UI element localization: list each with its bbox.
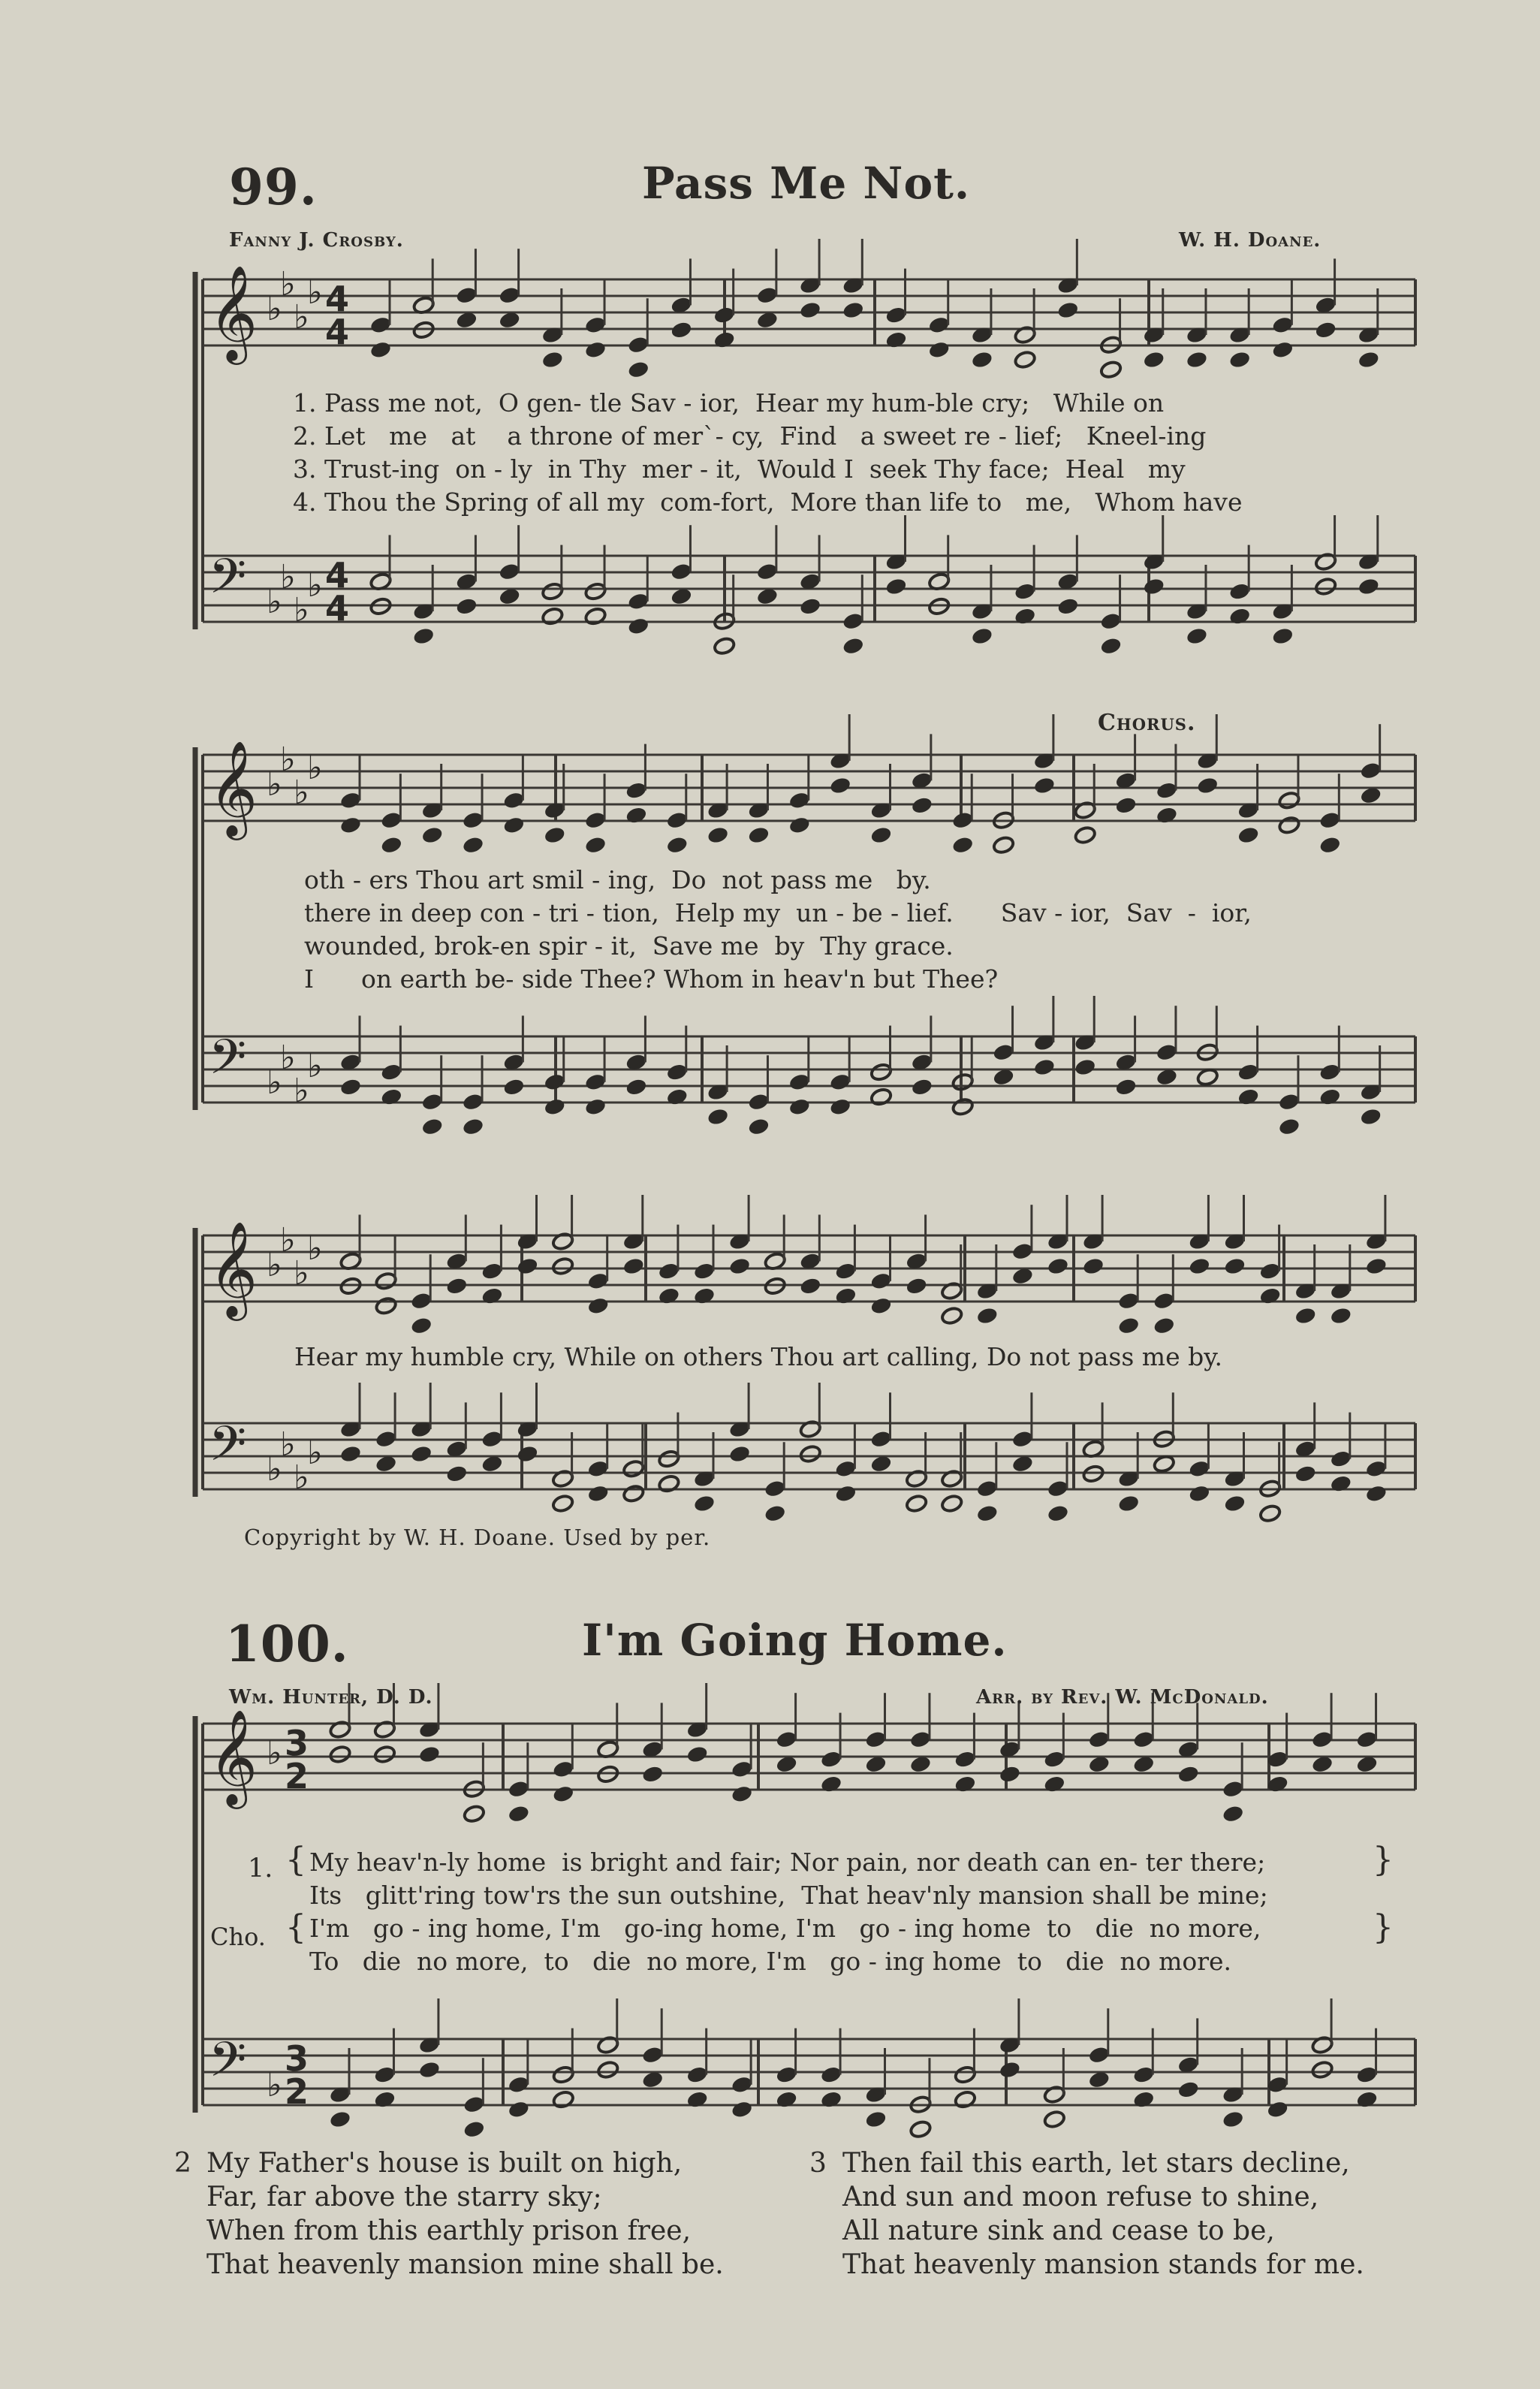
flat-icon: ♭ bbox=[307, 1434, 323, 1472]
note-head bbox=[911, 1077, 934, 1096]
note-head bbox=[1047, 1256, 1070, 1276]
note-head bbox=[951, 1097, 975, 1117]
note-head bbox=[713, 636, 736, 656]
note-head bbox=[1117, 1494, 1141, 1513]
hymn-number: 99. bbox=[229, 158, 318, 216]
flat-icon: ♭ bbox=[280, 741, 296, 779]
note-head bbox=[693, 1494, 716, 1513]
note-head bbox=[1074, 825, 1097, 845]
note-head bbox=[1271, 626, 1294, 646]
flat-icon: ♭ bbox=[280, 1425, 296, 1464]
note-head bbox=[1330, 1474, 1353, 1494]
note-head bbox=[1314, 577, 1337, 596]
note-head bbox=[622, 1484, 646, 1504]
note-head bbox=[1222, 1804, 1245, 1823]
note-head bbox=[829, 1097, 852, 1117]
note-head bbox=[885, 330, 908, 350]
time-signature: 4 bbox=[325, 312, 350, 352]
note-head bbox=[1365, 1256, 1388, 1276]
note-head bbox=[842, 300, 865, 320]
note-head bbox=[1132, 2090, 1156, 2110]
stanza-line: Far, far above the starry sky; bbox=[206, 2182, 602, 2213]
note-head bbox=[954, 1775, 977, 1794]
note-head bbox=[1082, 1256, 1105, 1276]
verse-number: 1. bbox=[248, 1854, 273, 1884]
note-head bbox=[552, 2090, 575, 2110]
stanza-line: When from this earthly prison free, bbox=[206, 2216, 692, 2246]
note-head bbox=[1033, 1057, 1056, 1077]
stanza-line: All nature sink and cease to be, bbox=[842, 2216, 1275, 2246]
note-head bbox=[1278, 816, 1301, 835]
treble-clef-icon: 𝄞 bbox=[209, 264, 258, 360]
note-head bbox=[869, 1087, 893, 1107]
flat-icon: ♭ bbox=[294, 298, 309, 336]
note-head bbox=[1153, 1316, 1176, 1335]
note-head bbox=[1014, 607, 1037, 626]
bass-clef-icon: 𝄢 bbox=[209, 549, 247, 617]
stanza-line: That heavenly mansion stands for me. bbox=[842, 2249, 1364, 2280]
note-head bbox=[834, 1287, 857, 1306]
note-head bbox=[869, 1296, 893, 1316]
note-head bbox=[410, 1444, 433, 1464]
note-head bbox=[1099, 360, 1123, 379]
stanza-line: That heavenly mansion mine shall be. bbox=[206, 2249, 724, 2280]
note-head bbox=[625, 806, 648, 825]
note-head bbox=[1156, 806, 1179, 825]
note-head bbox=[905, 1494, 928, 1513]
note-head bbox=[410, 1316, 433, 1335]
note-head bbox=[842, 636, 865, 656]
lyric-line: To die no more, to die no more, I'm go - ing home to die no more. bbox=[309, 1947, 1232, 1976]
time-signature: 3 bbox=[285, 1723, 309, 1763]
note-head bbox=[1223, 1256, 1246, 1276]
time-signature: 2 bbox=[285, 1756, 309, 1796]
note-head bbox=[551, 1494, 574, 1513]
note-head bbox=[543, 825, 566, 845]
note-head bbox=[516, 1444, 539, 1464]
flat-icon: ♭ bbox=[267, 1734, 282, 1772]
hymn-title: Pass Me Not. bbox=[642, 158, 971, 209]
note-head bbox=[1294, 1306, 1317, 1326]
note-head bbox=[502, 1077, 526, 1096]
note-head bbox=[728, 1256, 752, 1276]
note-head bbox=[658, 1474, 681, 1494]
verse-lyrics bbox=[304, 864, 1252, 996]
note-head bbox=[999, 1764, 1022, 1784]
note-head bbox=[1318, 835, 1342, 855]
treble-clef-icon: 𝄞 bbox=[209, 1220, 258, 1317]
note-head bbox=[775, 2090, 798, 2110]
verse-lyrics bbox=[309, 1846, 1268, 1978]
note-head bbox=[747, 825, 770, 845]
note-head bbox=[927, 340, 951, 360]
note-head bbox=[799, 1444, 822, 1464]
note-head bbox=[625, 1077, 648, 1096]
note-head bbox=[788, 816, 812, 835]
note-head bbox=[584, 1097, 607, 1117]
note-head bbox=[373, 1745, 396, 1764]
note-head bbox=[463, 1804, 486, 1823]
note-head bbox=[418, 2060, 442, 2080]
note-head bbox=[1223, 1494, 1246, 1513]
note-head bbox=[864, 2110, 888, 2129]
flat-icon: ♭ bbox=[294, 1072, 309, 1110]
note-head bbox=[1047, 1504, 1070, 1523]
time-signature: 4 bbox=[325, 555, 350, 596]
note-head bbox=[1294, 1464, 1317, 1483]
flat-icon: ♭ bbox=[294, 1458, 309, 1497]
note-head bbox=[508, 2100, 531, 2119]
note-head bbox=[1186, 626, 1209, 646]
copyright-notice: Copyright by W. H. Doane. Used by per. bbox=[244, 1525, 711, 1550]
note-head bbox=[1188, 1484, 1211, 1504]
flat-icon: ♭ bbox=[280, 265, 296, 303]
lyric-line: oth - ers Thou art smil - ing, Do not pass me by. bbox=[304, 865, 931, 894]
note-head bbox=[445, 1464, 469, 1483]
note-head bbox=[375, 1296, 398, 1316]
time-signature: 4 bbox=[325, 588, 350, 629]
note-head bbox=[445, 1276, 469, 1296]
note-head bbox=[971, 350, 994, 370]
hymn-author: Wm. Hunter, D. D. bbox=[229, 1686, 433, 1709]
lyric-line: 1. Pass me not, O gen- tle Sav - ior, Hear my hum-ble cry; While on bbox=[293, 388, 1165, 418]
note-head bbox=[731, 1784, 754, 1804]
note-head bbox=[799, 1276, 822, 1296]
bass-clef-icon: 𝄢 bbox=[209, 1416, 247, 1484]
note-head bbox=[788, 1097, 812, 1117]
note-head bbox=[1188, 1256, 1211, 1276]
note-head bbox=[1177, 1764, 1200, 1784]
note-head bbox=[543, 1097, 566, 1117]
note-head bbox=[951, 835, 975, 855]
note-head bbox=[707, 825, 730, 845]
flat-icon: ♭ bbox=[307, 1229, 323, 1268]
flat-icon: ♭ bbox=[307, 273, 323, 312]
note-head bbox=[1196, 776, 1219, 795]
verse-lyrics bbox=[293, 387, 1242, 519]
note-head bbox=[940, 1306, 963, 1326]
note-head bbox=[829, 776, 852, 795]
note-head bbox=[693, 1287, 716, 1306]
note-head bbox=[462, 835, 485, 855]
note-head bbox=[747, 1117, 770, 1136]
time-signature: 2 bbox=[285, 2071, 309, 2112]
note-head bbox=[905, 1276, 928, 1296]
note-head bbox=[885, 577, 908, 596]
note-head bbox=[369, 340, 393, 360]
flat-icon: ♭ bbox=[267, 1063, 282, 1102]
note-head bbox=[1033, 776, 1056, 795]
treble-clef-icon: 𝄞 bbox=[209, 740, 258, 836]
note-head bbox=[380, 835, 403, 855]
note-head bbox=[909, 2119, 933, 2139]
lyric-line: My heav'n-ly home is bright and fair; Nor pain, nor death can en- ter there; bbox=[309, 1848, 1266, 1877]
flat-icon: ♭ bbox=[280, 1221, 296, 1259]
note-head bbox=[1258, 1287, 1282, 1306]
note-head bbox=[508, 1804, 531, 1823]
flat-icon: ♭ bbox=[267, 765, 282, 804]
chorus-label: Cho. bbox=[210, 1923, 266, 1951]
note-head bbox=[463, 2119, 486, 2139]
note-head bbox=[834, 1484, 857, 1504]
flat-icon: ♭ bbox=[294, 1254, 309, 1293]
note-head bbox=[586, 1296, 610, 1316]
time-signature: 3 bbox=[285, 2038, 309, 2079]
stanza-line: My Father's house is built on high, bbox=[206, 2148, 683, 2179]
note-head bbox=[420, 1117, 444, 1136]
note-head bbox=[541, 607, 565, 626]
note-head bbox=[584, 835, 607, 855]
flat-icon: ♭ bbox=[267, 1246, 282, 1284]
note-head bbox=[670, 320, 693, 339]
note-head bbox=[1271, 340, 1294, 360]
time-signature: 4 bbox=[325, 279, 350, 319]
note-head bbox=[976, 1504, 999, 1523]
note-head bbox=[728, 1444, 752, 1464]
chorus-lyrics: Hear my humble cry, While on others Thou art calling, Do not pass me by. bbox=[294, 1342, 1222, 1371]
note-head bbox=[869, 825, 893, 845]
note-head bbox=[1114, 795, 1138, 815]
lyric-line: Its glitt'ring tow'rs the sun outshine, That heav'nly mansion shall be mine; bbox=[309, 1881, 1268, 1910]
note-head bbox=[799, 596, 822, 616]
note-head bbox=[665, 835, 689, 855]
note-head bbox=[1355, 2090, 1379, 2110]
flat-icon: ♭ bbox=[267, 583, 282, 621]
note-head bbox=[418, 1745, 442, 1764]
flat-icon: ♭ bbox=[294, 774, 309, 812]
note-head bbox=[1186, 350, 1209, 370]
note-head bbox=[731, 2100, 754, 2119]
brace-right: } bbox=[1373, 1841, 1394, 1879]
brace-left: { bbox=[285, 1908, 306, 1947]
lyric-line: 4. Thou the Spring of all my com-fort, More than life to me, Whom have bbox=[293, 487, 1243, 517]
lyric-line: 2. Let me at a throne of mer`- cy, Find a sweet re - lief; Kneel-ing bbox=[293, 421, 1207, 451]
note-head bbox=[586, 1484, 610, 1504]
note-head bbox=[541, 350, 565, 370]
bass-clef-icon: 𝄢 bbox=[209, 2032, 247, 2100]
note-head bbox=[713, 330, 736, 350]
brace-left: { bbox=[285, 1841, 306, 1879]
note-head bbox=[1318, 1087, 1342, 1107]
note-head bbox=[1330, 1306, 1353, 1326]
note-head bbox=[502, 816, 526, 835]
stanza-number: 2 bbox=[174, 2148, 191, 2179]
note-head bbox=[1114, 1077, 1138, 1096]
note-head bbox=[1278, 1117, 1301, 1136]
lyric-line: wounded, brok-en spir - it, Save me by Thy grace. bbox=[304, 931, 954, 961]
note-head bbox=[820, 1775, 843, 1794]
note-head bbox=[976, 1306, 999, 1326]
stanza-number: 3 bbox=[809, 2148, 827, 2179]
note-head bbox=[1228, 607, 1252, 626]
note-head bbox=[686, 1745, 709, 1764]
flat-icon: ♭ bbox=[307, 566, 323, 605]
note-head bbox=[1117, 1316, 1141, 1335]
note-head bbox=[940, 1494, 963, 1513]
note-head bbox=[1056, 300, 1080, 320]
note-head bbox=[481, 1287, 504, 1306]
flat-icon: ♭ bbox=[307, 1047, 323, 1085]
flat-icon: ♭ bbox=[267, 2066, 282, 2104]
lyric-line: I on earth be- side Thee? Whom in heav'n but Thee? bbox=[304, 964, 999, 994]
note-head bbox=[596, 2060, 619, 2080]
note-head bbox=[911, 795, 934, 815]
note-head bbox=[799, 300, 822, 320]
note-head bbox=[1365, 1484, 1388, 1504]
note-head bbox=[1043, 2110, 1066, 2129]
note-head bbox=[412, 626, 435, 646]
note-head bbox=[627, 360, 650, 379]
note-head bbox=[665, 1087, 689, 1107]
bass-clef-icon: 𝄢 bbox=[209, 1030, 247, 1097]
note-head bbox=[1357, 577, 1380, 596]
note-head bbox=[1258, 1504, 1282, 1523]
flat-icon: ♭ bbox=[280, 1039, 296, 1077]
note-head bbox=[339, 816, 363, 835]
note-head bbox=[1074, 1057, 1097, 1077]
note-head bbox=[584, 607, 607, 626]
note-head bbox=[1237, 825, 1260, 845]
note-head bbox=[1359, 1107, 1382, 1127]
chorus-label: Chorus. bbox=[1098, 710, 1196, 736]
note-head bbox=[420, 825, 444, 845]
note-head bbox=[1314, 320, 1337, 339]
flat-icon: ♭ bbox=[267, 1450, 282, 1489]
flat-icon: ♭ bbox=[307, 749, 323, 787]
lyric-line: there in deep con - tri - tion, Help my un - be - lief. Sav - ior, Sav - ior, bbox=[304, 898, 1252, 928]
flat-icon: ♭ bbox=[294, 591, 309, 629]
flat-icon: ♭ bbox=[280, 558, 296, 596]
note-head bbox=[1222, 2110, 1245, 2129]
note-head bbox=[971, 626, 994, 646]
note-head bbox=[641, 1764, 665, 1784]
note-head bbox=[1357, 350, 1380, 370]
stanza bbox=[842, 2146, 1364, 2282]
note-head bbox=[658, 1287, 681, 1306]
lyric-line: 3. Trust-ing on - ly in Thy mer - it, Would I seek Thy face; Heal my bbox=[293, 454, 1186, 484]
note-head bbox=[329, 1745, 352, 1764]
hymn-title: I'm Going Home. bbox=[582, 1615, 1008, 1666]
note-head bbox=[516, 1256, 539, 1276]
note-head bbox=[1142, 577, 1165, 596]
note-head bbox=[1228, 350, 1252, 370]
note-head bbox=[1099, 636, 1123, 656]
note-head bbox=[584, 340, 607, 360]
note-head bbox=[339, 1444, 363, 1464]
note-head bbox=[329, 2110, 352, 2129]
note-head bbox=[820, 2090, 843, 2110]
note-head bbox=[552, 1784, 575, 1804]
hymn-arranger: Arr. by Rev. W. McDonald. bbox=[976, 1686, 1269, 1709]
brace-right: } bbox=[1373, 1908, 1394, 1947]
note-head bbox=[380, 1087, 403, 1107]
note-head bbox=[707, 1107, 730, 1127]
note-head bbox=[1014, 350, 1037, 370]
note-head bbox=[1177, 2080, 1200, 2099]
note-head bbox=[954, 2090, 977, 2110]
note-head bbox=[992, 835, 1015, 855]
note-head bbox=[1311, 2060, 1334, 2080]
lyric-line: I'm go - ing home, I'm go-ing home, I'm go - ing home to die no more, bbox=[309, 1914, 1261, 1943]
hymn-number: 100. bbox=[225, 1615, 349, 1673]
note-head bbox=[1043, 1775, 1066, 1794]
note-head bbox=[999, 2060, 1022, 2080]
note-head bbox=[1142, 350, 1165, 370]
hymn-composer: W. H. Doane. bbox=[1179, 229, 1322, 252]
stanza bbox=[206, 2146, 724, 2282]
note-head bbox=[622, 1256, 646, 1276]
flat-icon: ♭ bbox=[267, 290, 282, 328]
note-head bbox=[1237, 1087, 1260, 1107]
stanza-line: And sun and moon refuse to shine, bbox=[842, 2182, 1319, 2213]
stanza-line: Then fail this earth, let stars decline, bbox=[842, 2148, 1350, 2179]
hymn-author: Fanny J. Crosby. bbox=[229, 229, 404, 252]
note-head bbox=[764, 1504, 787, 1523]
note-head bbox=[1056, 596, 1080, 616]
note-head bbox=[462, 1117, 485, 1136]
note-head bbox=[339, 1077, 363, 1096]
note-head bbox=[455, 596, 478, 616]
note-head bbox=[551, 1256, 574, 1276]
note-head bbox=[373, 2090, 396, 2110]
note-head bbox=[686, 2090, 709, 2110]
note-head bbox=[627, 617, 650, 636]
treble-clef-icon: 𝄞 bbox=[209, 1709, 258, 1805]
